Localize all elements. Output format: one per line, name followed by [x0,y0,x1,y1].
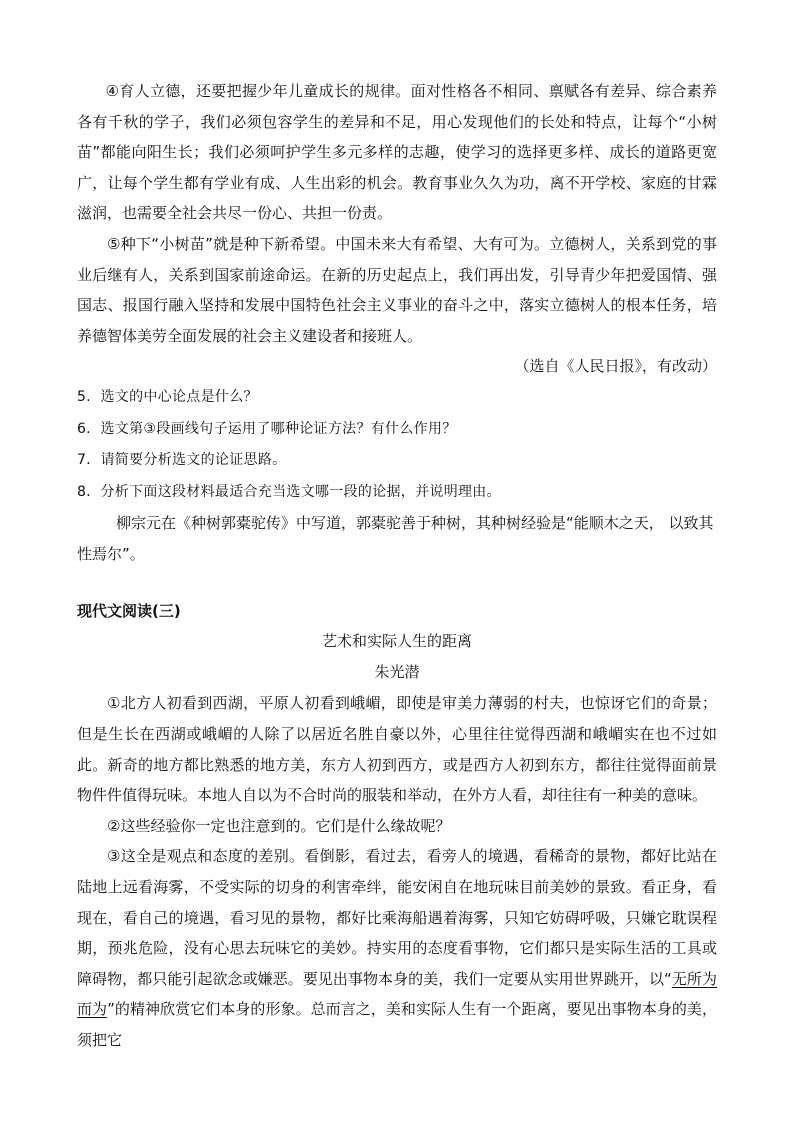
question-8: 8．分析下面这段材料最适合充当选文哪一段的论据，并说明理由。 [77,483,501,500]
question-7: 7．请简要分析选文的论证思路。 [77,452,287,469]
article-paragraph-1: ①北方人初看到西湖，平原人初看到峨嵋，即使是审美力薄弱的村夫，也惊讶它们的奇景；但是生长在西湖或峨嵋的人除了以居近名胜自豪以外，心里往往觉得西湖和峨嵋实在也不过如此。新奇的地方都比熟悉的地方美，东方人初到西方，或是西方人初到东方，都往往觉得面前景物件件值得玩味。本地人自以为不合时尚的服装和举动，在外方人看，却往往有一种美的意味。 [77,694,717,805]
article-paragraph-3-text-b: ”的精神欣赏它们本身的形象。总而言之，美和实际人生有一个距离，要见出事物本身的美，须把它 [77,1000,717,1049]
document-page [77,76,717,1055]
paragraph-5: ⑤种下“小树苗”就是种下新希望。中国未来大有希望、大有可为。立德树人，关系到党的事业后继有人，关系到国家前途命运。在新的历史起点上，我们再出发，引导青少年把爱国情、强国志、报国行融入坚持和发展中国特色社会主义事业的奋斗之中，落实立德树人的根本任务，培养德智体美劳全面发展的社会主义建设者和接班人。 [77,234,717,345]
article-title: 艺术和实际人生的距离 [321,632,472,651]
article-author: 朱光潜 [374,663,420,682]
paragraph-4: ④育人立德，还要把握少年儿童成长的规律。面对性格各不相同、禀赋各有差异、综合素养各有千秋的学子，我们必须包容学生的差异和不足，用心发现他们的长处和特点，让每个“小树苗”都能向阳生长；我们必须呵护学生多元多样的志趣，使学习的选择更多样、成长的道路更宽广，让每个学生都有学业有成、人生出彩的机会。教育事业久久为功，离不开学校、家庭的甘霖滋润，也需要全社会共尽一份心、共担一份责。 [77,82,717,223]
question-8-material: 柳宗元在《种树郭橐驼传》中写道，郭橐驼善于种树，其种树经验是“能顺木之天， 以致其性焉尔”。 [77,514,714,564]
section-heading: 现代文阅读(三) [77,602,181,621]
source-citation: （选自《人民日报》，有改动） [514,357,717,376]
article-paragraph-3-text-a: ③这全是观点和态度的差别。看倒影，看过去，看旁人的境遇，看稀奇的景物，都好比站在陆地上远看海雾，不受实际的切身的利害牵绊，能安闲自在地玩味目前美妙的景致。看正身，看现在，看自己的境遇，看习见的景物，都好比乘海船遇着海雾，只知它妨碍呼吸，只嫌它耽误程期，预兆危险，没有心思去玩味它的美妙。持实用的态度看事物，它们都只是实际生活的工具或障碍物，都只能引起欲念或嫌恶。要见出事物本身的美，我们一定要从实用世界跳开，以“ [77,847,717,988]
article-paragraph-3 [77,841,717,1055]
question-5: 5．选文的中心论点是什么？ [77,389,258,406]
question-6: 6．选文第③段画线句子运用了哪种论证方法？有什么作用？ [77,420,457,437]
underlined-phrase: 无所为而为 [77,969,717,1019]
article-paragraph-2: ②这些经验你一定也注意到的。它们是什么缘故呢？ [107,816,451,835]
